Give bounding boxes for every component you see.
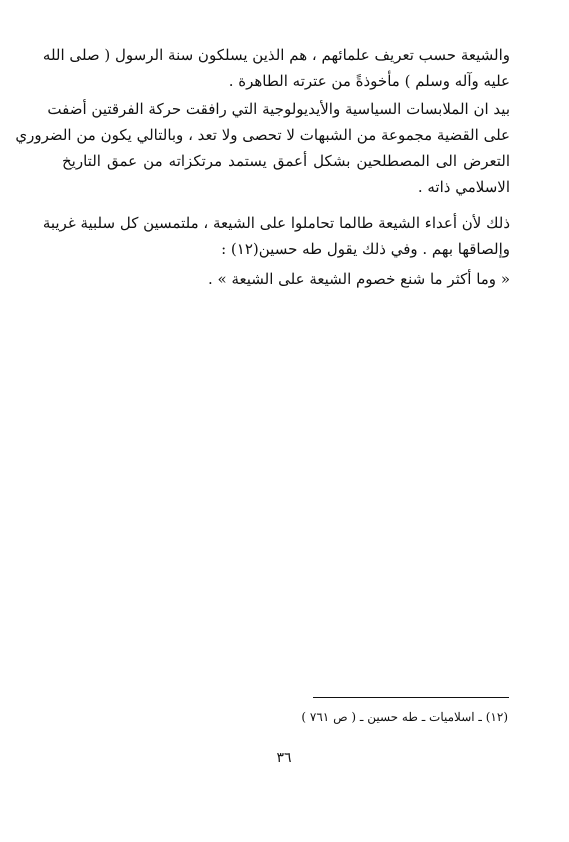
quotation-line: « وما أكثر ما شنع خصوم الشيعة على الشيعة » . [207, 270, 510, 288]
paragraph-enemies [42, 210, 510, 262]
text-line: وإلصاقها بهم . وفي ذلك يقول طه حسين(١٢) : [221, 240, 510, 258]
text-line: والشيعة حسب تعريف علمائهم ، هم الذين يسلكون سنة الرسول ( صلى الله [42, 46, 510, 64]
page-number: ٣٦ [276, 750, 292, 766]
text-line: بيد ان الملابسات السياسية والأيديولوجية التي رافقت حركة الفرقتين أضفت [47, 100, 510, 118]
footnote: (١٢) ـ اسلاميات ـ طه حسين ـ ( ص ٧٦١ ) [301, 710, 508, 724]
text-line: عليه وآله وسلم ) مأخوذةً من عترته الطاهرة . [228, 72, 510, 90]
footnote-separator [313, 697, 509, 698]
text-line: الاسلامي ذاته . [417, 178, 510, 196]
paragraph-political-context [15, 96, 510, 200]
paragraph-quotation [62, 266, 510, 292]
text-line: ذلك لأن أعداء الشيعة طالما تحاملوا على الشيعة ، ملتمسين كل سلبية غريبة [42, 214, 510, 232]
text-line: على القضية مجموعة من الشبهات لا تحصى ولا تعد ، وبالتالي يكون من الضروري [15, 126, 510, 144]
text-line: التعرض الى المصطلحين بشكل أعمق يستمد مرتكزاته من عمق التاريخ [62, 152, 510, 170]
paragraph-shia-definition [42, 42, 510, 94]
